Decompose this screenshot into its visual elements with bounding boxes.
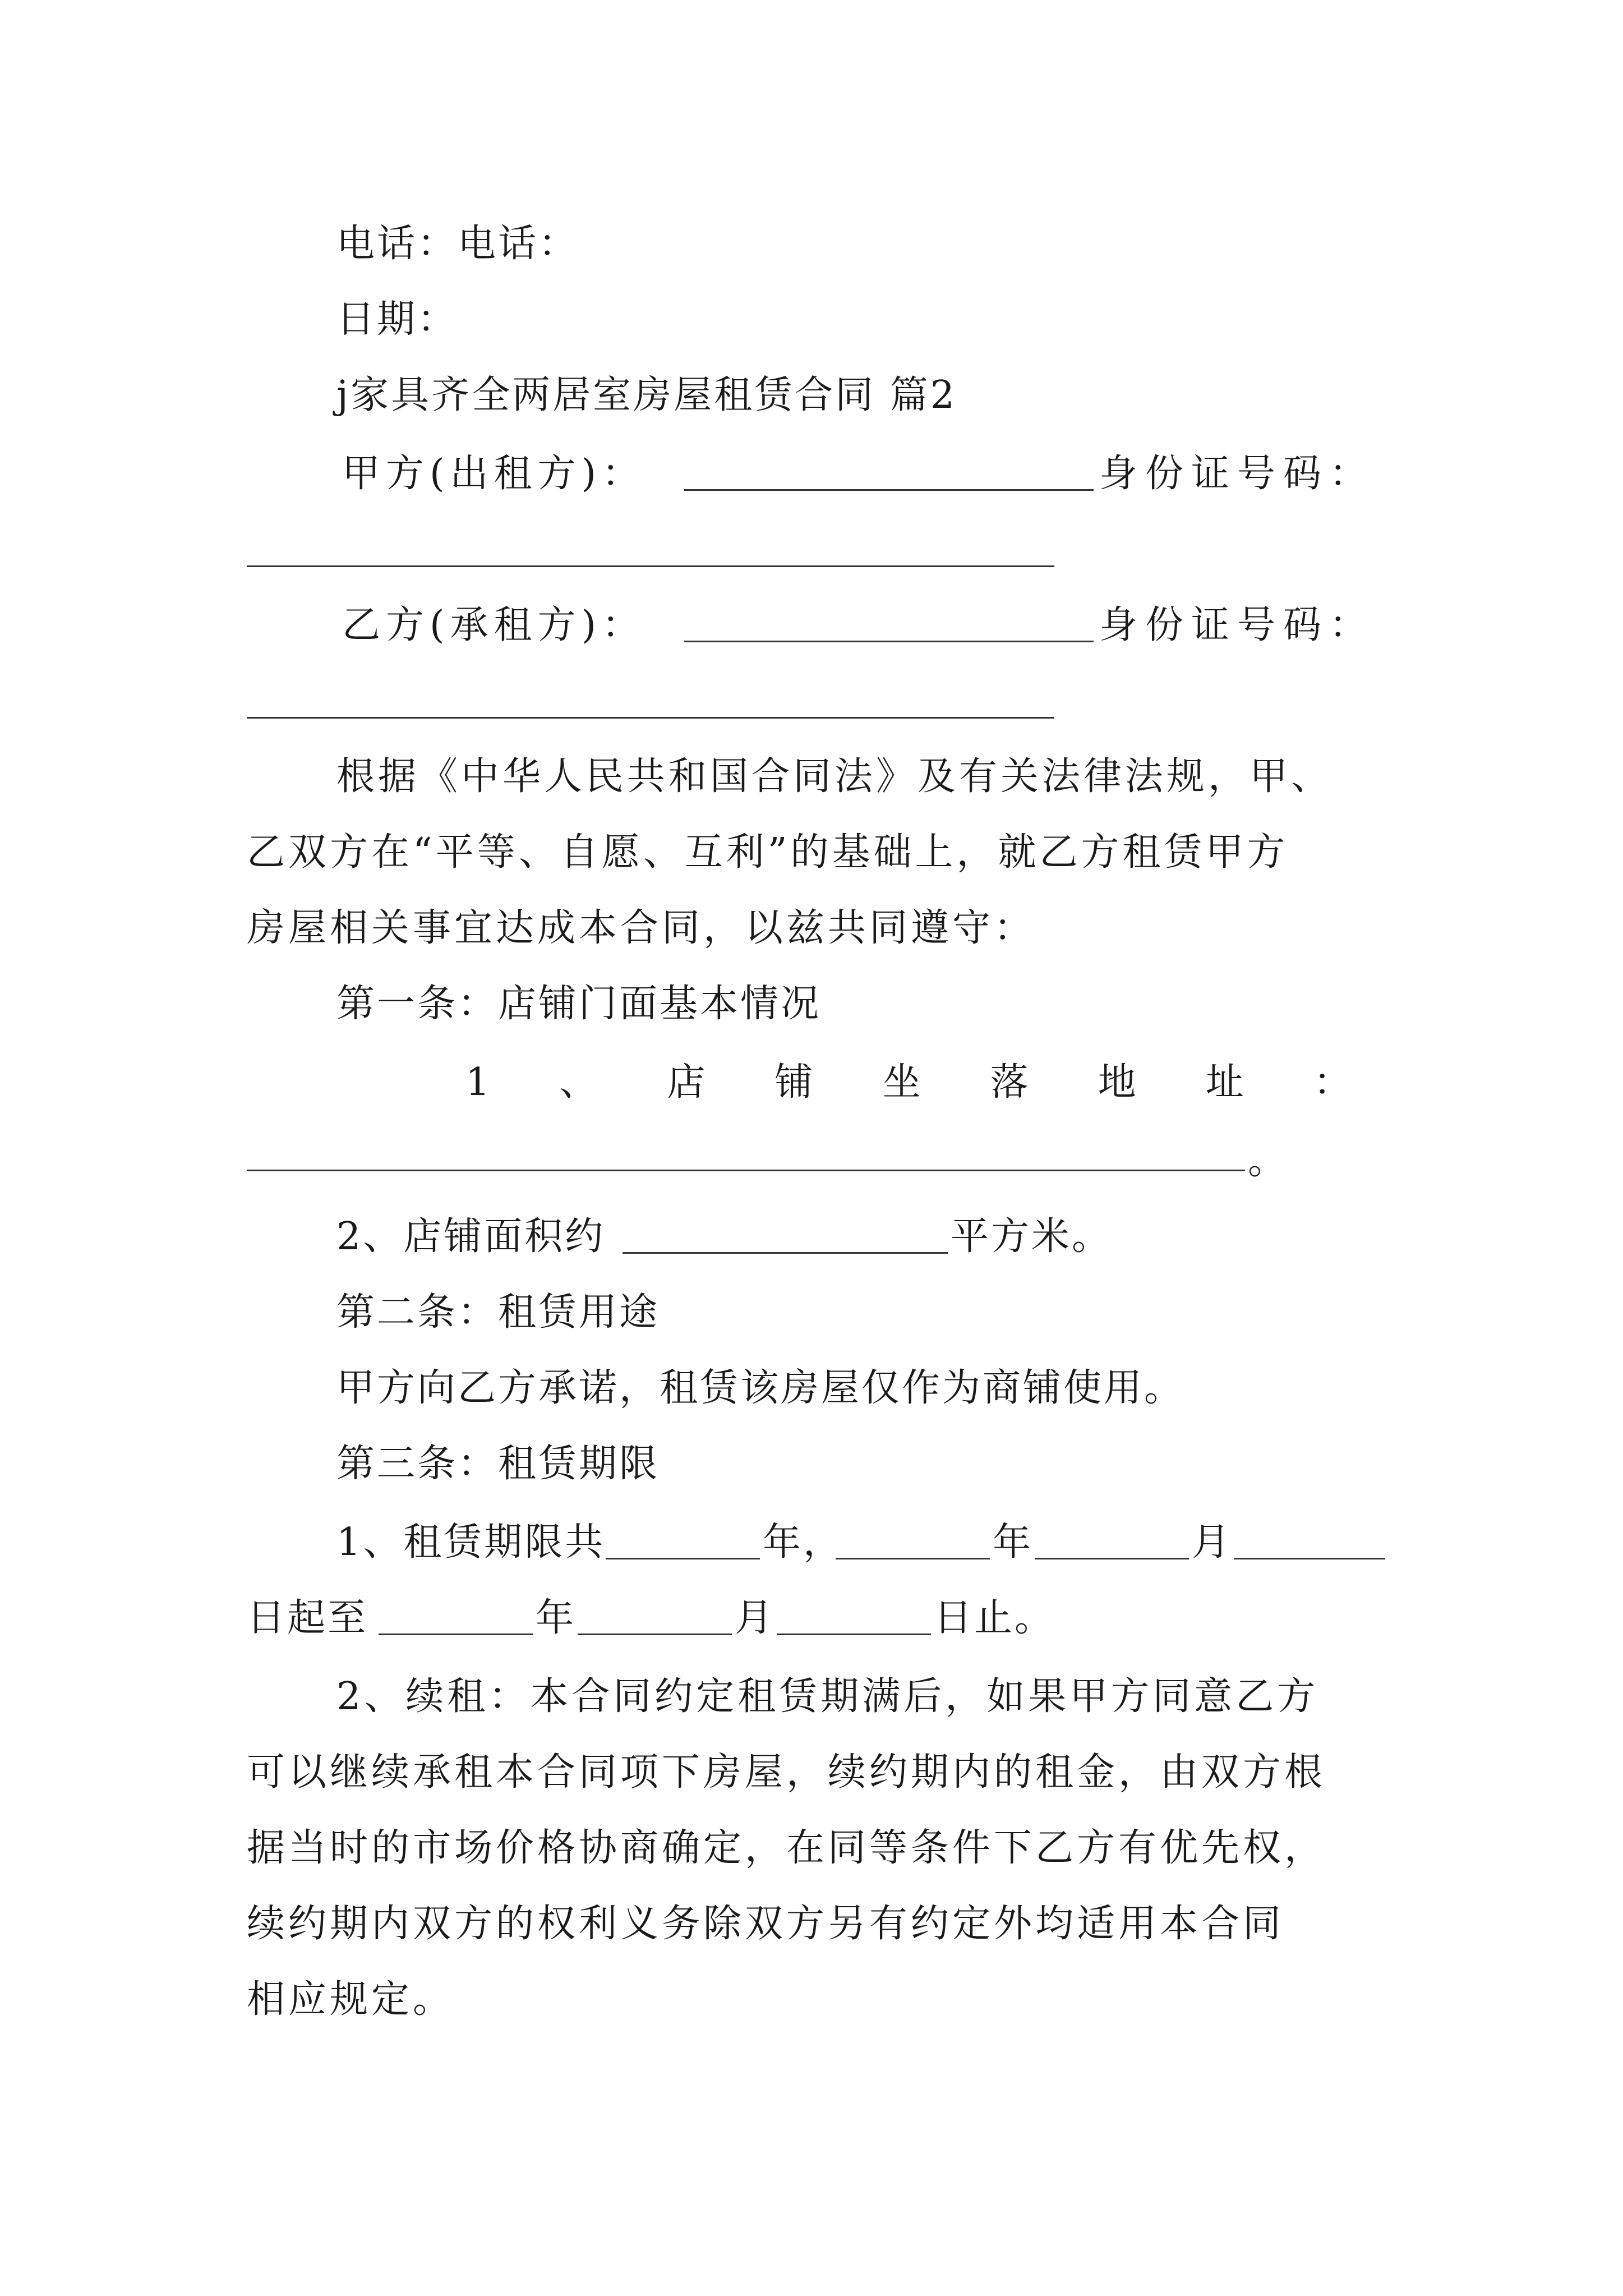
term-year-comma: 年， bbox=[763, 1520, 844, 1565]
party-b-id-blank bbox=[247, 717, 1054, 719]
end-month-label: 月 bbox=[735, 1596, 776, 1640]
renew-line-3: 据当时的市场价格协商确定，在同等条件下乙方有优先权， bbox=[247, 1826, 1326, 1870]
section-title: j家具齐全两居室房屋租赁合同 篇2 bbox=[336, 373, 957, 417]
party-a-id-label: 身份证号码： bbox=[1099, 452, 1376, 496]
end-month-blank bbox=[578, 1634, 732, 1635]
term-year: 年 bbox=[993, 1520, 1034, 1565]
address-blank bbox=[247, 1170, 1245, 1171]
address-char: 坐 bbox=[882, 1060, 921, 1105]
address-char: 1 bbox=[465, 1060, 490, 1105]
end-day-blank bbox=[777, 1634, 931, 1635]
start-day-blank bbox=[1234, 1558, 1385, 1559]
article-2-heading: 第二条：租赁用途 bbox=[336, 1290, 660, 1335]
address-char: ： bbox=[1313, 1060, 1352, 1105]
intro-line-1: 根据《中华人民共和国合同法》及有关法律法规，甲、 bbox=[336, 754, 1333, 799]
end-year-label: 年 bbox=[536, 1596, 577, 1640]
end-year-blank bbox=[379, 1634, 533, 1635]
party-b-id-label: 身份证号码： bbox=[1099, 603, 1376, 647]
party-a-label: 甲方(出租方)： bbox=[342, 452, 646, 496]
party-a-blank bbox=[684, 489, 1094, 491]
area-suffix: 平方米。 bbox=[951, 1214, 1113, 1259]
renew-line-2: 可以继续承租本合同项下房屋，续约期内的租金，由双方根 bbox=[247, 1750, 1326, 1795]
term-day-until: 日止。 bbox=[934, 1596, 1055, 1640]
intro-line-3: 房屋相关事宜达成本合同，以兹共同遵守： bbox=[247, 906, 1036, 950]
address-char: 、 bbox=[559, 1060, 598, 1105]
usage-line: 甲方向乙方承诺，租赁该房屋仅作为商铺使用。 bbox=[336, 1366, 1185, 1410]
start-year-blank bbox=[836, 1558, 990, 1559]
address-char: 址 bbox=[1205, 1060, 1244, 1105]
address-char: 地 bbox=[1098, 1060, 1136, 1105]
address-char: 落 bbox=[990, 1060, 1029, 1105]
party-a-id-blank bbox=[247, 565, 1054, 567]
phone-line: 电话：电话： bbox=[336, 222, 579, 266]
renew-line-5: 相应规定。 bbox=[247, 1977, 455, 2022]
address-period: 。 bbox=[1248, 1139, 1289, 1183]
party-b-blank bbox=[684, 641, 1094, 642]
article-1-heading: 第一条：店铺门面基本情况 bbox=[336, 982, 822, 1026]
area-prefix: 2、店铺面积约 bbox=[336, 1214, 606, 1259]
term-prefix: 1、租赁期限共 bbox=[336, 1520, 606, 1565]
address-char: 铺 bbox=[774, 1060, 813, 1105]
intro-line-2: 乙双方在“平等、自愿、互利”的基础上，就乙方租赁甲方 bbox=[247, 830, 1289, 875]
date-line: 日期： bbox=[336, 297, 458, 342]
term-years-blank bbox=[606, 1558, 760, 1559]
renew-line-1: 2、续租：本合同约定租赁期满后，如果甲方同意乙方 bbox=[336, 1674, 1319, 1719]
start-month-blank bbox=[1035, 1558, 1189, 1559]
party-b-label: 乙方(承租方)： bbox=[342, 603, 646, 647]
term-month: 月 bbox=[1192, 1520, 1233, 1565]
address-label bbox=[465, 1057, 1352, 1108]
article-3-heading: 第三条：租赁期限 bbox=[336, 1442, 660, 1486]
area-blank bbox=[623, 1252, 948, 1254]
term-day-from: 日起至 bbox=[247, 1596, 368, 1640]
renew-line-4: 续约期内双方的权利义务除双方另有约定外均适用本合同 bbox=[247, 1902, 1285, 1946]
address-char: 店 bbox=[667, 1060, 706, 1105]
